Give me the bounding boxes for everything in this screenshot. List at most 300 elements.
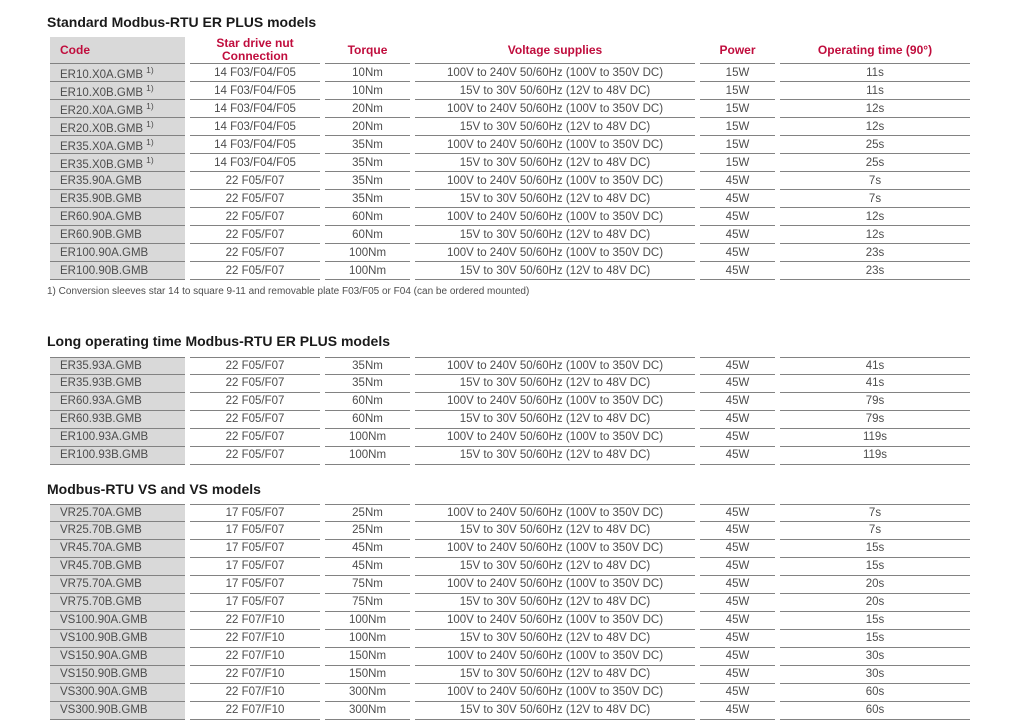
torque-cell (325, 244, 410, 262)
time-cell (780, 666, 970, 684)
torque-cell (325, 82, 410, 100)
table-row (50, 702, 970, 720)
voltage-cell (415, 630, 695, 648)
table-row (50, 118, 970, 136)
voltage-cell-text: 100V to 240V 50/60Hz (100V to 350V DC) (446, 395, 664, 408)
model-table-section (45, 481, 1020, 720)
connection-cell (190, 375, 320, 393)
torque-cell (325, 702, 410, 720)
code-cell-text: ER60.93B.GMB (60, 413, 142, 426)
footnote-reference: 1) (146, 137, 154, 148)
power-cell-text: 45W (725, 192, 750, 205)
torque-cell (325, 208, 410, 226)
connection-cell-text: 22 F05/F07 (225, 449, 285, 462)
torque-cell (325, 136, 410, 154)
voltage-cell-text: 15V to 30V 50/60Hz (12V to 48V DC) (459, 192, 651, 205)
power-cell-text: 45W (725, 174, 750, 187)
torque-cell (325, 64, 410, 82)
voltage-cell-text: 15V to 30V 50/60Hz (12V to 48V DC) (459, 228, 651, 241)
code-cell-text: ER100.90A.GMB (60, 246, 149, 259)
connection-cell (190, 262, 320, 280)
torque-cell-text: 100Nm (348, 449, 387, 462)
torque-cell-text: 10Nm (352, 84, 383, 97)
section-title: Long operating time Modbus-RTU ER PLUS models (47, 333, 390, 350)
connection-cell (190, 208, 320, 226)
time-cell (780, 411, 970, 429)
power-cell (700, 630, 775, 648)
power-cell-text: 45W (725, 377, 750, 390)
voltage-cell-text: 100V to 240V 50/60Hz (100V to 350V DC) (446, 246, 664, 259)
time-cell (780, 576, 970, 594)
torque-cell (325, 357, 410, 375)
connection-cell (190, 504, 320, 522)
torque-cell-text: 100Nm (348, 246, 387, 259)
voltage-cell (415, 393, 695, 411)
time-cell (780, 684, 970, 702)
power-cell-text: 15W (725, 66, 750, 79)
code-cell-text: VR75.70B.GMB (60, 596, 142, 609)
voltage-cell-text: 100V to 240V 50/60Hz (100V to 350V DC) (446, 359, 664, 372)
torque-cell-text: 10Nm (352, 66, 383, 79)
torque-cell (325, 558, 410, 576)
voltage-cell (415, 375, 695, 393)
torque-cell-text: 45Nm (352, 560, 383, 573)
voltage-cell-text: 15V to 30V 50/60Hz (12V to 48V DC) (459, 156, 651, 169)
footnote-reference: 1) (146, 155, 154, 166)
connection-cell (190, 172, 320, 190)
time-cell-text: 25s (865, 156, 885, 169)
power-cell-text: 45W (725, 542, 750, 555)
voltage-cell-text: 15V to 30V 50/60Hz (12V to 48V DC) (459, 120, 651, 133)
column-header-time: Operating time (90°) (780, 37, 970, 64)
connection-cell-text: 22 F05/F07 (225, 264, 285, 277)
time-cell (780, 648, 970, 666)
code-cell-text: ER60.93A.GMB (60, 395, 142, 408)
power-cell (700, 136, 775, 154)
footnote-reference: 1) (146, 119, 154, 130)
power-cell-text: 45W (725, 668, 750, 681)
connection-cell-text: 17 F05/F07 (225, 542, 285, 555)
voltage-cell-text: 100V to 240V 50/60Hz (100V to 350V DC) (446, 614, 664, 627)
time-cell (780, 154, 970, 172)
power-cell-text: 45W (725, 632, 750, 645)
power-cell (700, 100, 775, 118)
voltage-cell-text: 100V to 240V 50/60Hz (100V to 350V DC) (446, 102, 664, 115)
power-cell-text: 45W (725, 704, 750, 717)
time-cell-text: 60s (865, 704, 885, 717)
torque-cell (325, 504, 410, 522)
connection-cell-text: 22 F05/F07 (225, 431, 285, 444)
code-cell (50, 64, 185, 82)
model-table-section (45, 14, 1020, 297)
code-cell (50, 504, 185, 522)
torque-cell-text: 35Nm (352, 138, 383, 151)
connection-cell (190, 136, 320, 154)
voltage-cell-text: 100V to 240V 50/60Hz (100V to 350V DC) (446, 66, 664, 79)
power-cell-text: 45W (725, 560, 750, 573)
voltage-cell-text: 100V to 240V 50/60Hz (100V to 350V DC) (446, 174, 664, 187)
torque-cell-text: 25Nm (352, 506, 383, 519)
torque-cell (325, 522, 410, 540)
power-cell (700, 684, 775, 702)
connection-cell (190, 429, 320, 447)
connection-cell (190, 244, 320, 262)
table-body (50, 64, 970, 280)
torque-cell (325, 262, 410, 280)
voltage-cell-text: 15V to 30V 50/60Hz (12V to 48V DC) (459, 449, 651, 462)
connection-cell-text: 14 F03/F04/F05 (214, 84, 296, 97)
power-cell-text: 15W (725, 84, 750, 97)
connection-cell (190, 522, 320, 540)
power-cell-text: 45W (725, 246, 750, 259)
torque-cell-text: 60Nm (352, 228, 383, 241)
voltage-cell (415, 702, 695, 720)
torque-cell-text: 35Nm (352, 174, 383, 187)
connection-cell-text: 22 F07/F10 (225, 650, 285, 663)
time-cell-text: 7s (868, 524, 882, 537)
connection-cell (190, 82, 320, 100)
section-title: Modbus-RTU VS and VS models (47, 480, 261, 497)
connection-cell-text: 14 F03/F04/F05 (214, 120, 296, 133)
torque-cell (325, 375, 410, 393)
voltage-cell-text: 15V to 30V 50/60Hz (12V to 48V DC) (459, 560, 651, 573)
code-cell-text: ER35.90A.GMB (60, 174, 142, 187)
code-cell (50, 684, 185, 702)
power-cell (700, 429, 775, 447)
time-cell-text: 12s (865, 210, 885, 223)
torque-cell (325, 612, 410, 630)
voltage-cell-text: 15V to 30V 50/60Hz (12V to 48V DC) (459, 84, 651, 97)
time-cell (780, 82, 970, 100)
table-row (50, 357, 970, 375)
power-cell (700, 612, 775, 630)
voltage-cell (415, 612, 695, 630)
code-cell (50, 136, 185, 154)
torque-cell (325, 226, 410, 244)
code-cell (50, 154, 185, 172)
voltage-cell (415, 208, 695, 226)
time-cell (780, 429, 970, 447)
footnote-reference: 1) (146, 101, 154, 112)
voltage-cell (415, 136, 695, 154)
table-row (50, 612, 970, 630)
code-cell-text: VR25.70A.GMB (60, 506, 142, 519)
connection-cell-text: 22 F05/F07 (225, 210, 285, 223)
time-cell (780, 136, 970, 154)
torque-cell-text: 75Nm (352, 596, 383, 609)
connection-cell-text: 22 F05/F07 (225, 228, 285, 241)
voltage-cell (415, 447, 695, 465)
power-cell-text: 45W (725, 395, 750, 408)
time-cell-text: 11s (866, 66, 884, 79)
power-cell-text: 15W (725, 156, 750, 169)
code-cell (50, 244, 185, 262)
time-cell (780, 262, 970, 280)
connection-cell-text: 22 F05/F07 (225, 377, 285, 390)
time-cell-text: 119s (862, 431, 888, 444)
voltage-cell-text: 100V to 240V 50/60Hz (100V to 350V DC) (446, 431, 664, 444)
power-cell (700, 208, 775, 226)
torque-cell-text: 150Nm (348, 650, 387, 663)
power-cell (700, 666, 775, 684)
voltage-cell-text: 100V to 240V 50/60Hz (100V to 350V DC) (446, 650, 664, 663)
voltage-cell (415, 666, 695, 684)
code-cell-text: ER20.X0B.GMB (60, 122, 144, 135)
connection-cell (190, 666, 320, 684)
code-cell-text: ER10.X0A.GMB (60, 68, 144, 81)
time-cell-text: 15s (865, 614, 885, 627)
time-cell (780, 226, 970, 244)
code-cell (50, 522, 185, 540)
voltage-cell (415, 648, 695, 666)
torque-cell-text: 35Nm (352, 192, 383, 205)
time-cell (780, 558, 970, 576)
time-cell-text: 41s (865, 359, 885, 372)
torque-cell (325, 540, 410, 558)
table-body (50, 504, 970, 720)
code-cell-text: VS150.90B.GMB (60, 668, 148, 681)
torque-cell-text: 60Nm (352, 210, 383, 223)
code-cell (50, 702, 185, 720)
connection-cell (190, 576, 320, 594)
footnote-reference: 1) (146, 83, 154, 94)
connection-cell (190, 684, 320, 702)
time-cell (780, 447, 970, 465)
code-cell-text: ER100.93B.GMB (60, 449, 149, 462)
connection-cell-text: 14 F03/F04/F05 (214, 138, 296, 151)
voltage-cell (415, 558, 695, 576)
time-cell-text: 15s (865, 542, 885, 555)
code-cell-text: VS300.90A.GMB (60, 686, 148, 699)
column-header-voltage: Voltage supplies (415, 37, 695, 64)
torque-cell (325, 393, 410, 411)
time-cell-text: 7s (868, 192, 882, 205)
time-cell-text: 119s (862, 449, 888, 462)
time-cell-text: 30s (865, 668, 885, 681)
table-row (50, 684, 970, 702)
connection-cell-text: 14 F03/F04/F05 (214, 102, 296, 115)
voltage-cell (415, 118, 695, 136)
code-cell-text: VR75.70A.GMB (60, 578, 142, 591)
time-cell (780, 244, 970, 262)
voltage-cell (415, 154, 695, 172)
table-row (50, 576, 970, 594)
connection-cell-text: 14 F03/F04/F05 (214, 66, 296, 79)
table-row (50, 64, 970, 82)
time-cell (780, 208, 970, 226)
power-cell-text: 45W (725, 359, 750, 372)
table-row (50, 208, 970, 226)
table-row (50, 504, 970, 522)
connection-cell (190, 411, 320, 429)
torque-cell-text: 35Nm (352, 359, 383, 372)
time-cell-text: 23s (865, 246, 885, 259)
code-cell-text: ER20.X0A.GMB (60, 104, 144, 117)
code-cell (50, 666, 185, 684)
torque-cell (325, 447, 410, 465)
voltage-cell (415, 100, 695, 118)
torque-cell (325, 100, 410, 118)
code-cell (50, 208, 185, 226)
torque-cell (325, 576, 410, 594)
connection-cell-text: 22 F05/F07 (225, 246, 285, 259)
power-cell-text: 45W (725, 228, 750, 241)
table-row (50, 136, 970, 154)
connection-cell (190, 100, 320, 118)
time-cell-text: 7s (868, 174, 882, 187)
voltage-cell-text: 100V to 240V 50/60Hz (100V to 350V DC) (446, 506, 664, 519)
code-cell-text: ER100.93A.GMB (60, 431, 149, 444)
code-cell (50, 630, 185, 648)
code-cell-text: ER35.90B.GMB (60, 192, 142, 205)
connection-cell (190, 118, 320, 136)
voltage-cell-text: 100V to 240V 50/60Hz (100V to 350V DC) (446, 138, 664, 151)
table-row (50, 154, 970, 172)
time-cell-text: 25s (865, 138, 885, 151)
code-cell (50, 648, 185, 666)
power-cell (700, 262, 775, 280)
connection-cell-text: 17 F05/F07 (225, 560, 285, 573)
time-cell (780, 702, 970, 720)
time-cell-text: 7s (868, 506, 882, 519)
time-cell-text: 20s (865, 596, 885, 609)
power-cell (700, 648, 775, 666)
code-cell-text: VS150.90A.GMB (60, 650, 148, 663)
torque-cell-text: 100Nm (348, 614, 387, 627)
power-cell-text: 45W (725, 686, 750, 699)
table-row (50, 447, 970, 465)
code-cell (50, 576, 185, 594)
code-cell (50, 411, 185, 429)
connection-cell-text: 22 F05/F07 (225, 192, 285, 205)
time-cell (780, 172, 970, 190)
code-cell (50, 226, 185, 244)
voltage-cell-text: 15V to 30V 50/60Hz (12V to 48V DC) (459, 632, 651, 645)
connection-cell-text: 22 F07/F10 (225, 614, 285, 627)
torque-cell-text: 35Nm (352, 377, 383, 390)
connection-cell-text: 22 F05/F07 (225, 359, 285, 372)
power-cell (700, 702, 775, 720)
time-cell-text: 11s (866, 84, 884, 97)
power-cell-text: 45W (725, 210, 750, 223)
table-row (50, 666, 970, 684)
power-cell (700, 357, 775, 375)
torque-cell-text: 100Nm (348, 632, 387, 645)
code-cell-text: ER35.X0B.GMB (60, 158, 144, 171)
time-cell (780, 522, 970, 540)
voltage-cell-text: 100V to 240V 50/60Hz (100V to 350V DC) (446, 578, 664, 591)
code-cell (50, 100, 185, 118)
power-cell-text: 45W (725, 431, 750, 444)
table-row (50, 648, 970, 666)
code-cell (50, 612, 185, 630)
time-cell (780, 594, 970, 612)
time-cell-text: 60s (865, 686, 885, 699)
torque-cell (325, 630, 410, 648)
torque-cell (325, 429, 410, 447)
model-table-section (45, 333, 1020, 464)
time-cell (780, 118, 970, 136)
time-cell-text: 12s (865, 102, 885, 115)
torque-cell-text: 20Nm (352, 120, 383, 133)
torque-cell-text: 100Nm (348, 431, 387, 444)
table-row (50, 190, 970, 208)
code-cell (50, 118, 185, 136)
section-title: Standard Modbus-RTU ER PLUS models (47, 14, 317, 30)
power-cell (700, 522, 775, 540)
table-row (50, 82, 970, 100)
time-cell-text: 30s (865, 650, 885, 663)
time-cell-text: 79s (865, 395, 885, 408)
code-cell-text: VR45.70A.GMB (60, 542, 142, 555)
voltage-cell (415, 190, 695, 208)
voltage-cell-text: 15V to 30V 50/60Hz (12V to 48V DC) (459, 413, 651, 426)
torque-cell (325, 190, 410, 208)
power-cell-text: 45W (725, 264, 750, 277)
power-cell-text: 45W (725, 449, 750, 462)
power-cell-text: 45W (725, 614, 750, 627)
voltage-cell (415, 684, 695, 702)
power-cell (700, 244, 775, 262)
footnote-reference: 1) (146, 65, 154, 76)
code-cell (50, 262, 185, 280)
code-cell (50, 357, 185, 375)
time-cell (780, 540, 970, 558)
connection-cell (190, 594, 320, 612)
time-cell (780, 357, 970, 375)
time-cell-text: 23s (865, 264, 885, 277)
connection-cell (190, 612, 320, 630)
power-cell (700, 226, 775, 244)
code-cell-text: VS100.90B.GMB (60, 632, 148, 645)
torque-cell (325, 172, 410, 190)
torque-cell-text: 300Nm (348, 686, 387, 699)
torque-cell (325, 154, 410, 172)
connection-cell (190, 447, 320, 465)
connection-cell-text: 22 F07/F10 (225, 668, 285, 681)
time-cell (780, 375, 970, 393)
time-cell-text: 12s (865, 120, 885, 133)
code-cell (50, 393, 185, 411)
table-row (50, 375, 970, 393)
power-cell-text: 45W (725, 578, 750, 591)
connection-cell (190, 357, 320, 375)
code-cell (50, 540, 185, 558)
voltage-cell (415, 64, 695, 82)
connection-cell (190, 226, 320, 244)
connection-cell-text: 17 F05/F07 (225, 578, 285, 591)
voltage-cell-text: 100V to 240V 50/60Hz (100V to 350V DC) (446, 686, 664, 699)
table-row (50, 630, 970, 648)
power-cell (700, 190, 775, 208)
table-row (50, 594, 970, 612)
power-cell (700, 558, 775, 576)
time-cell-text: 15s (865, 632, 885, 645)
torque-cell-text: 75Nm (352, 578, 383, 591)
torque-cell (325, 666, 410, 684)
connection-cell (190, 702, 320, 720)
connection-cell (190, 190, 320, 208)
torque-cell-text: 20Nm (352, 102, 383, 115)
voltage-cell-text: 15V to 30V 50/60Hz (12V to 48V DC) (459, 596, 651, 609)
connection-cell-text: 22 F07/F10 (225, 704, 285, 717)
torque-cell-text: 45Nm (352, 542, 383, 555)
table-header (50, 37, 970, 64)
connection-cell-text: 14 F03/F04/F05 (214, 156, 296, 169)
connection-cell (190, 64, 320, 82)
table-row (50, 393, 970, 411)
time-cell-text: 20s (865, 578, 885, 591)
